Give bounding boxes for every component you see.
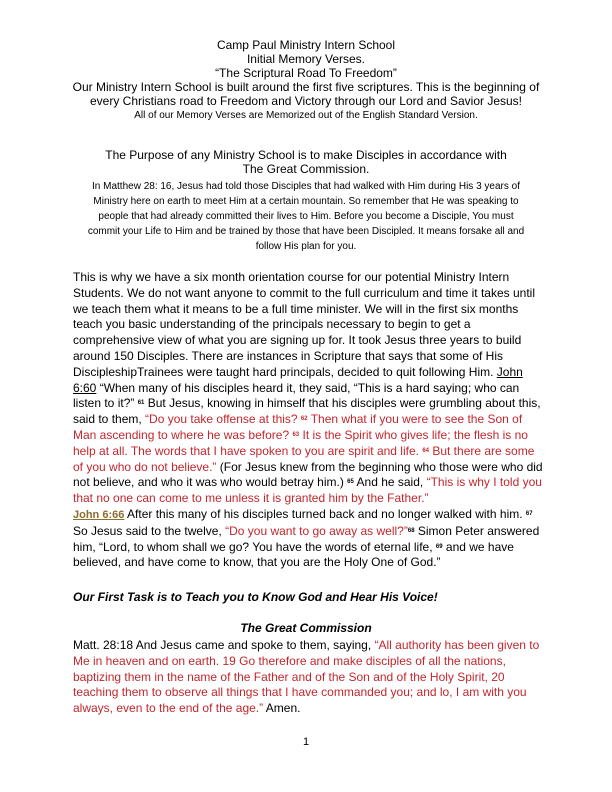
quote-text: Then what if you were to see the Son of Man ascending to where he was before? bbox=[73, 412, 523, 442]
body-text: This is why we have a six month orientation course for our potential Ministry Intern Students. We do not want anyone to commit to the full curriculum and time it takes until we teach them what it means to be a full time minister. We will in the first six months teach you basic understanding of the principals necessary to begin to get a comprehensive view of what you are signing up for. It took Jesus three years to build around 150 Disciples. There are instances in Scripture that says that some of His DiscipleshipTrainees were taught hard principals, decided to quit following Him. bbox=[73, 270, 536, 379]
footnote-marker: 63 bbox=[292, 431, 300, 438]
quote-text: “Do you want to go away as well?” bbox=[225, 523, 408, 538]
great-commission-title: The Great Commission bbox=[240, 621, 372, 635]
great-commission-paragraph bbox=[73, 638, 543, 717]
purpose-para-line: people that had already committed their lives to Him. Before you become a Disciple, You must bbox=[98, 211, 514, 222]
purpose-section bbox=[0, 148, 612, 176]
footnote-marker: 69 bbox=[435, 543, 443, 550]
purpose-para-line: Ministry here on earth to meet Him at a certain mountain. So remember that He was speaking to bbox=[93, 196, 519, 207]
body-text: Matt. 28:18 And Jesus came and spoke to them, saying, bbox=[73, 638, 375, 652]
body-text: Simon Peter answered him, “Lord, to whom shall we go? You have the words of eternal life, bbox=[73, 523, 540, 554]
footnote-marker: 62 bbox=[300, 416, 308, 423]
purpose-line-2: The Great Commission. bbox=[242, 162, 370, 176]
body-text: Amen. bbox=[263, 701, 301, 716]
body-text: So Jesus said to the twelve, bbox=[73, 523, 226, 538]
quote-text: It is the Spirit who gives life; the flesh is no help at all. The words that I have spoken to you are spirit and life. bbox=[73, 427, 528, 458]
first-task-heading: Our First Task is to Teach you to Know God and Hear His Voice! bbox=[73, 590, 438, 604]
intro-line-2: every Christians road to Freedom and Victory through our Lord and Savior Jesus! bbox=[90, 94, 522, 108]
scripture-ref: John 6:60 bbox=[73, 364, 523, 395]
quote-text: But there are some of you who do not believe.” bbox=[73, 443, 535, 474]
subtitle: Initial Memory Verses. bbox=[246, 52, 366, 66]
footnote-marker: 61 bbox=[137, 400, 145, 407]
quote-text: “All authority has been given to Me in heaven and on earth. 19 Go therefore and make disciples of all the nations, baptizing them in the name of the Father and of the Son and of the Holy Spirit, 20 teaching them to observe all things that I have commanded you; and lo, I am with you always, even to the end of the age.” bbox=[73, 638, 540, 716]
body-text: (For Jesus knew from the beginning who those were who did not believe, and who it was who would betray him.) bbox=[73, 459, 543, 490]
purpose-para-line: In Matthew 28: 16, Jesus had told those Disciples that had walked with Him during His 3 years of bbox=[92, 181, 520, 192]
school-title: Camp Paul Ministry Intern School bbox=[216, 38, 396, 52]
body-text: and we have believed, and have come to know, that you are the Holy One of God.” bbox=[73, 539, 514, 570]
body-text: “When many of his disciples heard it, they said, “This is a hard saying; who can listen to it?” bbox=[73, 380, 520, 411]
body-text: After this many of his disciples turned back and no longer walked with him. bbox=[124, 506, 526, 521]
purpose-line-1: The Purpose of any Ministry School is to make Disciples in accordance with bbox=[105, 148, 507, 162]
purpose-para-line: commit your Life to Him and be trained by those that have been Discipled. It means forsake all and bbox=[87, 226, 525, 237]
footnote-marker: 64 bbox=[422, 447, 429, 454]
intro-line-1: Our Ministry Intern School is built around the first five scriptures. This is the beginning of bbox=[72, 80, 540, 94]
quote-text: “Do you take offense at this? bbox=[145, 412, 301, 427]
body-text: And he said, bbox=[353, 475, 427, 490]
esv-note: All of our Memory Verses are Memorized out of the English Standard Version. bbox=[134, 110, 478, 121]
quote-text: “This is why I told you that no one can come to me unless it is granted him by the Father.” bbox=[73, 475, 542, 506]
purpose-para-line: follow His plan for you. bbox=[255, 241, 357, 252]
purpose-paragraph bbox=[0, 179, 612, 254]
scripture-link[interactable]: John 6:66 bbox=[73, 508, 125, 521]
body-text: But Jesus, knowing in himself that his disciples were grumbling about this, said to them, bbox=[73, 396, 541, 427]
footnote-marker: 67 bbox=[525, 510, 533, 517]
tagline: “The Scriptural Road To Freedom” bbox=[215, 66, 397, 80]
footnote-marker: 68 bbox=[407, 527, 415, 534]
footnote-marker: 65 bbox=[347, 479, 354, 486]
header bbox=[0, 38, 612, 123]
body-paragraph bbox=[73, 270, 543, 571]
page-number: 1 bbox=[302, 736, 310, 748]
